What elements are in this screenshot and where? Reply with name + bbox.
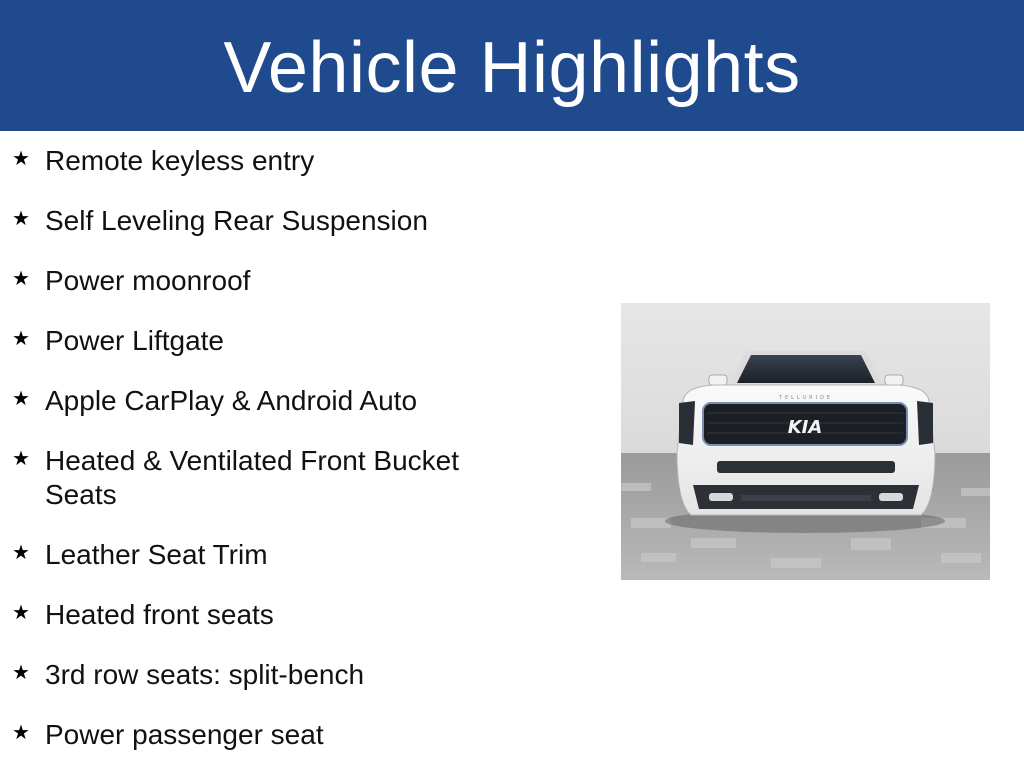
star-icon: ★	[12, 388, 30, 410]
vehicle-photo	[621, 303, 990, 580]
brand-badge: KIA	[787, 417, 823, 438]
svg-text:TELLURIDE: TELLURIDE	[778, 395, 834, 401]
star-icon: ★	[12, 602, 30, 624]
feature-label: Apple CarPlay & Android Auto	[45, 385, 418, 416]
feature-label: Self Leveling Rear Suspension	[45, 205, 428, 236]
feature-label: Power passenger seat	[45, 719, 324, 750]
star-icon: ★	[12, 148, 30, 170]
star-icon: ★	[12, 662, 30, 684]
feature-label: Power Liftgate	[45, 325, 224, 356]
list-item	[0, 144, 560, 178]
feature-label: Power moonroof	[45, 265, 251, 296]
feature-label: Heated front seats	[45, 599, 274, 630]
list-item	[0, 598, 560, 632]
feature-label: 3rd row seats: split-bench	[45, 659, 365, 690]
header-banner	[0, 0, 1024, 131]
feature-label: Leather Seat Trim	[45, 539, 268, 570]
list-item	[0, 264, 560, 298]
feature-list	[0, 144, 560, 778]
feature-label: Remote keyless entry	[45, 145, 315, 176]
list-item	[0, 718, 560, 752]
list-item	[0, 444, 505, 512]
star-icon: ★	[12, 722, 30, 744]
list-item	[0, 384, 560, 418]
star-icon: ★	[12, 328, 30, 350]
star-icon: ★	[12, 268, 30, 290]
feature-label: Heated & Ventilated Front Bucket Seats	[45, 445, 460, 510]
list-item	[0, 324, 560, 358]
star-icon: ★	[12, 448, 30, 470]
star-icon: ★	[12, 542, 30, 564]
list-item	[0, 204, 560, 238]
page-title: Vehicle Highlights	[223, 27, 801, 108]
list-item	[0, 538, 560, 572]
star-icon: ★	[12, 208, 30, 230]
list-item	[0, 658, 560, 692]
